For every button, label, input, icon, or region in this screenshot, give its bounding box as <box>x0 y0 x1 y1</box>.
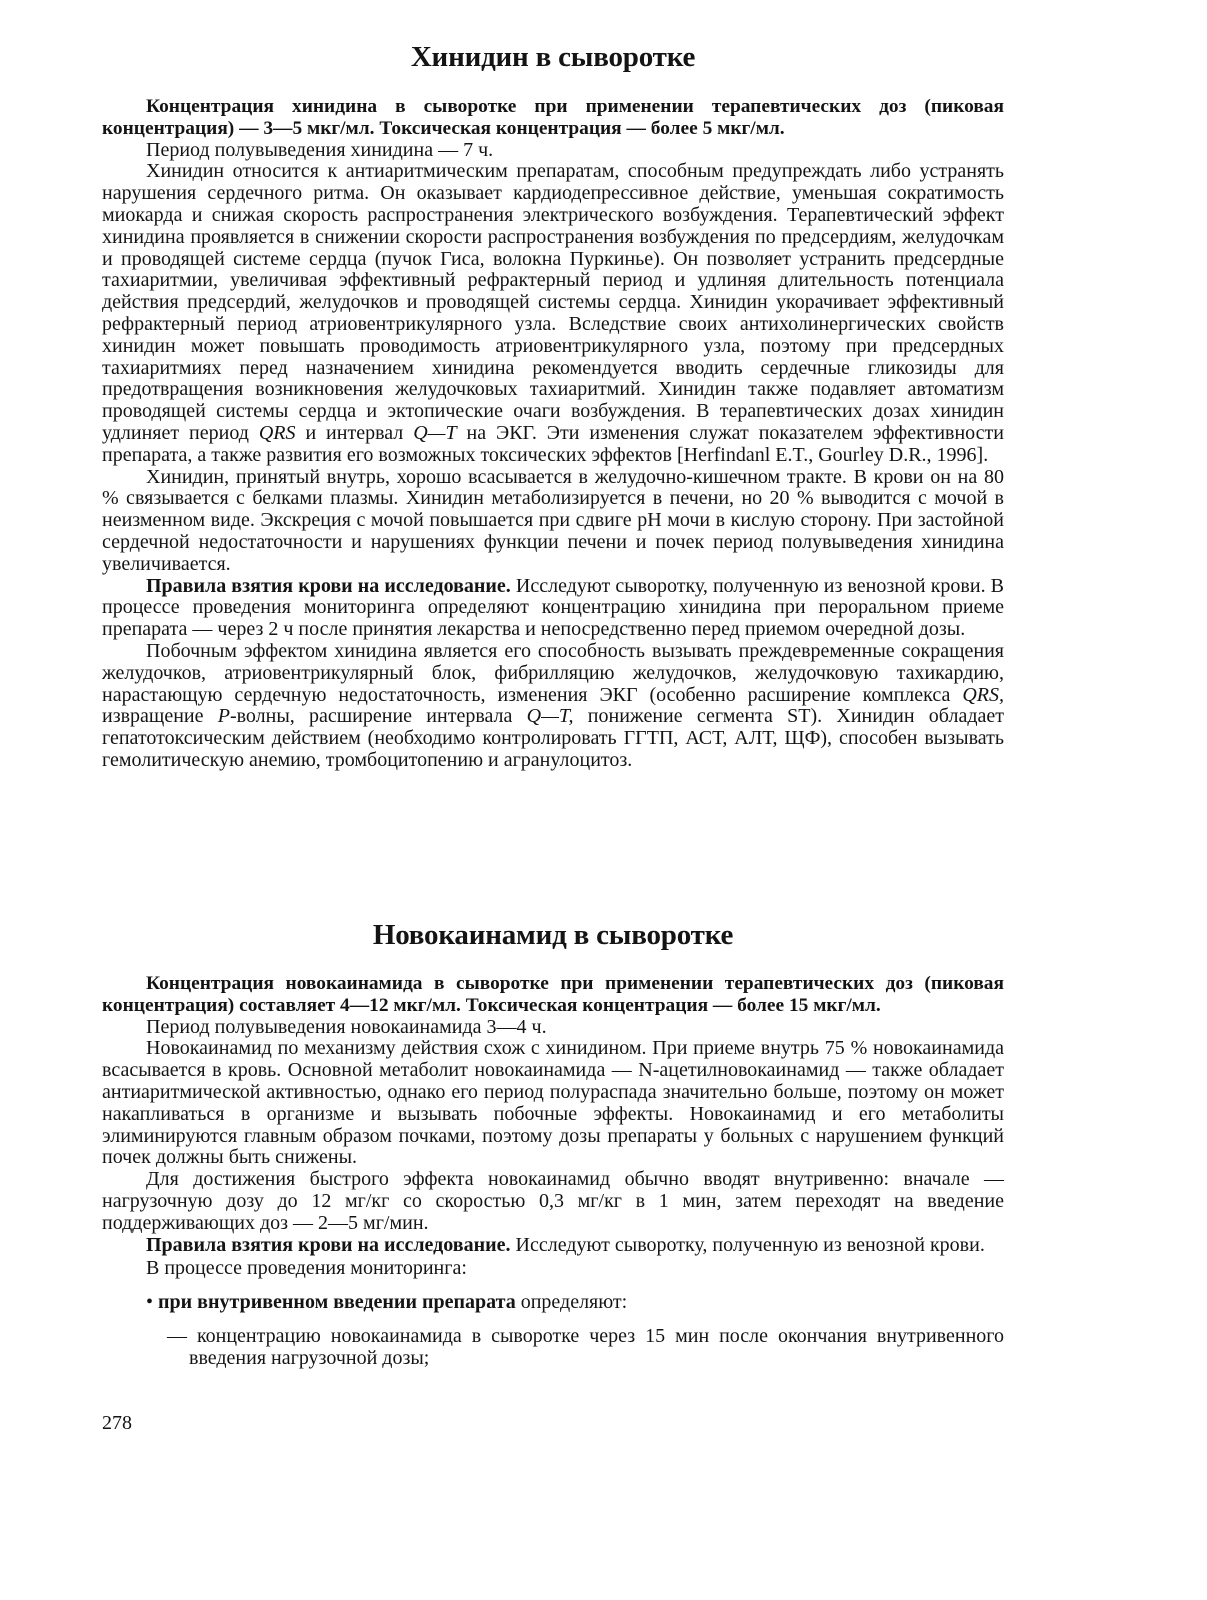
bold-label: при внутривенном введении препарата <box>158 1291 516 1314</box>
dash-list-item: — концентрацию новокаинамида в сыворотке через 15 мин после окончания внутривенного введения нагрузочной дозы; <box>167 1324 1004 1369</box>
text-run: на ЭКГ. Эти изменения служат показателем эффективности препарата, а также развития его возможных токсических эффектов [Herfindanl E.T., Gourley D.R., 1996]. <box>102 421 1005 466</box>
section-title-procainamide: Новокаинамид в сыворотке <box>372 919 734 951</box>
bold-label: Правила взятия крови на исследование. <box>146 1233 511 1256</box>
lead-paragraph: Концентрация новокаинамида в сыворотке при применении терапевтических доз (пиковая концентрация) составляет 4—12 мкг/мл. Токсическая концентрация — более 15 мкг/мл. <box>102 973 1004 1016</box>
halflife-line: Период полувыведения хинидина — 7 ч. <box>146 138 494 161</box>
text-run: извращение <box>102 705 204 728</box>
text-run: Исследуют сыворотку, полученную из венозной крови. В процессе проведения мониторинга определяют концентрацию хинидина при пероральном приеме препарата — через 2 ч после принятия лекарства и непосредственно перед приемом очередной дозы. <box>102 574 1004 641</box>
paragraph-side-effects <box>102 641 1004 772</box>
bullet-marker: • <box>146 1291 154 1314</box>
text-run: и интервал <box>305 421 404 444</box>
section-body-quinidine <box>102 96 1004 772</box>
section-title-quinidine: Хинидин в сыворотке <box>410 41 696 73</box>
text-run: понижение сегмента ST). Хинидин обладает гепатотоксическим действием (необходимо контролировать ГГТП, АСТ, АЛТ, ЩФ), способен вызывать гемолитическую анемию, тромбоцитопению и агранулоцитоз. <box>102 705 1004 771</box>
italic-term: Q—T <box>413 421 457 444</box>
page-number: 278 <box>102 1412 132 1434</box>
text-run: определяют: <box>520 1291 628 1314</box>
paragraph-dosing: Для достижения быстрого эффекта новокаинамид обычно вводят внутривенно: вначале — нагрузочную дозу до 12 мг/кг со скоростью 0,3 мг/кг в 1 мин, затем переходят на введение поддерживающих доз — 2—5 мг/мин. <box>102 1168 1004 1234</box>
italic-term: Р <box>217 705 230 728</box>
italic-term: QRS, <box>962 683 1004 706</box>
monitoring-intro: В процессе проведения мониторинга: <box>146 1257 467 1280</box>
lead-paragraph: Концентрация хинидина в сыворотке при применении терапевтических доз (пиковая концентрация) — 3—5 мкг/мл. Токсическая концентрация — более 5 мкг/мл. <box>102 96 1004 139</box>
text-run: Исследуют сыворотку, полученную из венозной крови. <box>515 1233 985 1256</box>
text-run: -волны, расширение интервала <box>229 705 513 728</box>
paragraph-mechanism <box>102 161 1004 466</box>
paragraph-pharmacokinetics: Хинидин, принятый внутрь, хорошо всасывается в желудочно-кишечном тракте. В крови он на 80 % связывается с белками плазмы. Хинидин метаболизируется в печени, но 20 % выводится с мочой в неизменном виде. Экскреция с мочой повышается при сдвиге рН мочи в кислую сторону. При застойной сердечной недостаточности и нарушениях функции печени и почек период полувыведения хинидина увеличивается. <box>102 465 1004 575</box>
text-run: Побочным эффектом хинидина является его способность вызывать преждевременные сокращения желудочков, атриовентрикулярный блок, фибрилляцию желудочков, желудочковую тахикардию, нарастающую сердечную недостаточность, изменения ЭКГ (особенно расширение комплекса <box>102 639 1004 706</box>
italic-term: QRS <box>258 421 296 444</box>
paragraph-sampling-rules <box>102 1235 1004 1257</box>
section-body-procainamide <box>102 973 1004 1370</box>
bullet-item <box>102 1292 1004 1314</box>
italic-term: Q—T, <box>526 705 574 728</box>
bold-label: Правила взятия крови на исследование. <box>146 574 511 597</box>
halflife-line: Период полувыведения новокаинамида 3—4 ч. <box>146 1015 547 1038</box>
text-run: Хинидин относится к антиаритмическим препаратам, способным предупреждать либо устранять нарушения сердечного ритма. Он оказывает кардиодепрессивное действие, уменьшая сократимость миокарда и снижая скорость распространения электрического возбуждения. Терапевтический эффект хинидина проявляется в снижении скорости распространения возбуждения по предсердиям, желудочкам и проводящей системе сердца (пучок Гиса, волокна Пуркинье). Он позволяет устранить предсердные тахиаритмии, увеличивая эффективный рефрактерный период и удлиняя длительность потенциала действия предсердий, желудочков и проводящей системы сердца. Хинидин укорачивает эффективный рефрактерный период атриовентрикулярного узла. Вследствие своих антихолинергических свойств хинидин может повышать проводимость атриовентрикулярного узла, поэтому при предсердных тахиаритмиях перед назначением хинидина рекомендуется вводить сердечные гликозиды для предотвращения возникновения желудочковых тахиаритмий. Хинидин также подавляет автоматизм проводящей системы сердца и эктопические очаги возбуждения. В терапевтических дозах хинидин удлиняет период <box>102 160 1004 444</box>
paragraph-sampling-rules <box>102 576 1004 641</box>
paragraph-mechanism: Новокаинамид по механизму действия схож с хинидином. При приеме внутрь 75 % новокаинамида всасывается в кровь. Основной метаболит новокаинамида — N-ацетилновокаинамид — также обладает антиаритмической активностью, однако его период полураспада значительно больше, поэтому он может накапливаться в организме и вызывать побочные эффекты. Новокаинамид и его метаболиты элиминируются главным образом почками, поэтому дозы препараты у больных с нарушением функций почек должны быть снижены. <box>102 1037 1004 1169</box>
